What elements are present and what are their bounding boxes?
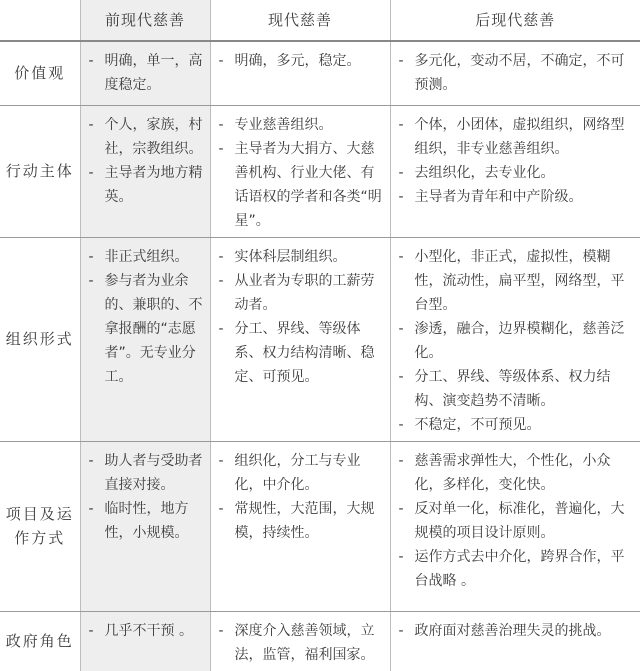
bullet-item: - 主导者为青年和中产阶级。 [397,185,635,209]
bullet-list [87,619,204,643]
bullet-item: - 运作方式去中介化，跨界合作，平台战略 。 [397,545,635,593]
bullet-item: - 从业者为专职的工薪劳动者。 [217,269,384,317]
bullet-list [397,245,635,437]
bullet-item: - 助人者与受助者直接对接。 [87,449,204,497]
cell-postmodern [390,441,640,611]
bullet-list [217,619,384,667]
bullet-item: - 个体，小团体，虚拟组织，网络型组织，非专业慈善组织。 [397,113,635,161]
table-row [0,41,640,105]
cell-modern [210,105,390,237]
cell-premodern [80,237,210,441]
cell-postmodern [390,105,640,237]
bullet-item: - 组织化，分工与专业化，中介化。 [217,449,384,497]
bullet-item: - 分工、界线、等级体系、权力结构、演变趋势不清晰。 [397,365,635,413]
row-label: 行动主体 [0,105,80,237]
bullet-list [217,245,384,389]
cell-premodern [80,41,210,105]
bullet-item: - 明确，单一，高度稳定。 [87,49,204,97]
bullet-item: - 参与者为业余的、兼职的、不拿报酬的“志愿者”。无专业分工。 [87,269,204,389]
table-row [0,105,640,237]
cell-premodern [80,441,210,611]
bullet-item: - 临时性，地方性，小规模。 [87,497,204,545]
bullet-list [87,449,204,545]
header-corner [0,0,80,41]
bullet-item: - 反对单一化，标准化，普遍化，大规模的项目设计原则。 [397,497,635,545]
bullet-item: - 专业慈善组织。 [217,113,384,137]
bullet-item: - 实体科层制组织。 [217,245,384,269]
row-label: 价值观 [0,41,80,105]
bullet-item: - 深度介入慈善领域，立法，监管，福利国家。 [217,619,384,667]
bullet-item: - 渗透，融合，边界模糊化，慈善泛化。 [397,317,635,365]
bullet-list [397,113,635,209]
header-row [0,0,640,41]
bullet-list [217,49,384,73]
bullet-item: - 个人，家族，村社，宗教组织。 [87,113,204,161]
cell-postmodern [390,237,640,441]
header-premodern: 前现代慈善 [80,0,210,41]
cell-modern [210,41,390,105]
bullet-list [217,113,384,233]
bullet-list [87,113,204,209]
bullet-item: - 分工、界线、等级体系、权力结构清晰、稳定、可预见。 [217,317,384,389]
table-row [0,441,640,611]
bullet-item: - 主导者为地方精英。 [87,161,204,209]
bullet-item: - 去组织化，去专业化。 [397,161,635,185]
bullet-item: - 主导者为大捐方、大慈善机构、行业大佬、有话语权的学者和各类“明星”。 [217,137,384,233]
cell-premodern [80,105,210,237]
cell-postmodern [390,41,640,105]
row-label: 政府角色 [5,632,74,650]
table-header [0,0,640,41]
bullet-item: - 政府面对慈善治理失灵的挑战。 [397,619,635,643]
bullet-item: - 多元化，变动不居，不确定，不可预测。 [397,49,635,97]
bullet-item: - 非正式组织。 [87,245,204,269]
bullet-item: - 小型化，非正式，虚拟性，模糊性，流动性，扁平型，网络型，平台型。 [397,245,635,317]
table-body [0,41,640,671]
bullet-list [397,449,635,593]
header-postmodern: 后现代慈善 [390,0,640,41]
row-label: 项目及运作方式 [0,441,80,611]
bullet-list [397,619,635,643]
bullet-list [87,245,204,389]
bullet-item: - 慈善需求弹性大，个性化，小众化，多样化，变化快。 [397,449,635,497]
header-modern: 现代慈善 [210,0,390,41]
bullet-item: - 明确，多元，稳定。 [217,49,384,73]
cell-modern [210,237,390,441]
bullet-item: - 不稳定，不可预见。 [397,413,635,437]
cell-modern [210,441,390,611]
bullet-item: - 常规性，大范围，大规模，持续性。 [217,497,384,545]
bullet-list [397,49,635,97]
bullet-list [217,449,384,545]
table-row [0,237,640,441]
bullet-item: - 几乎不干预 。 [87,619,204,643]
bullet-list [87,49,204,97]
row-label: 组织形式 [0,237,80,441]
